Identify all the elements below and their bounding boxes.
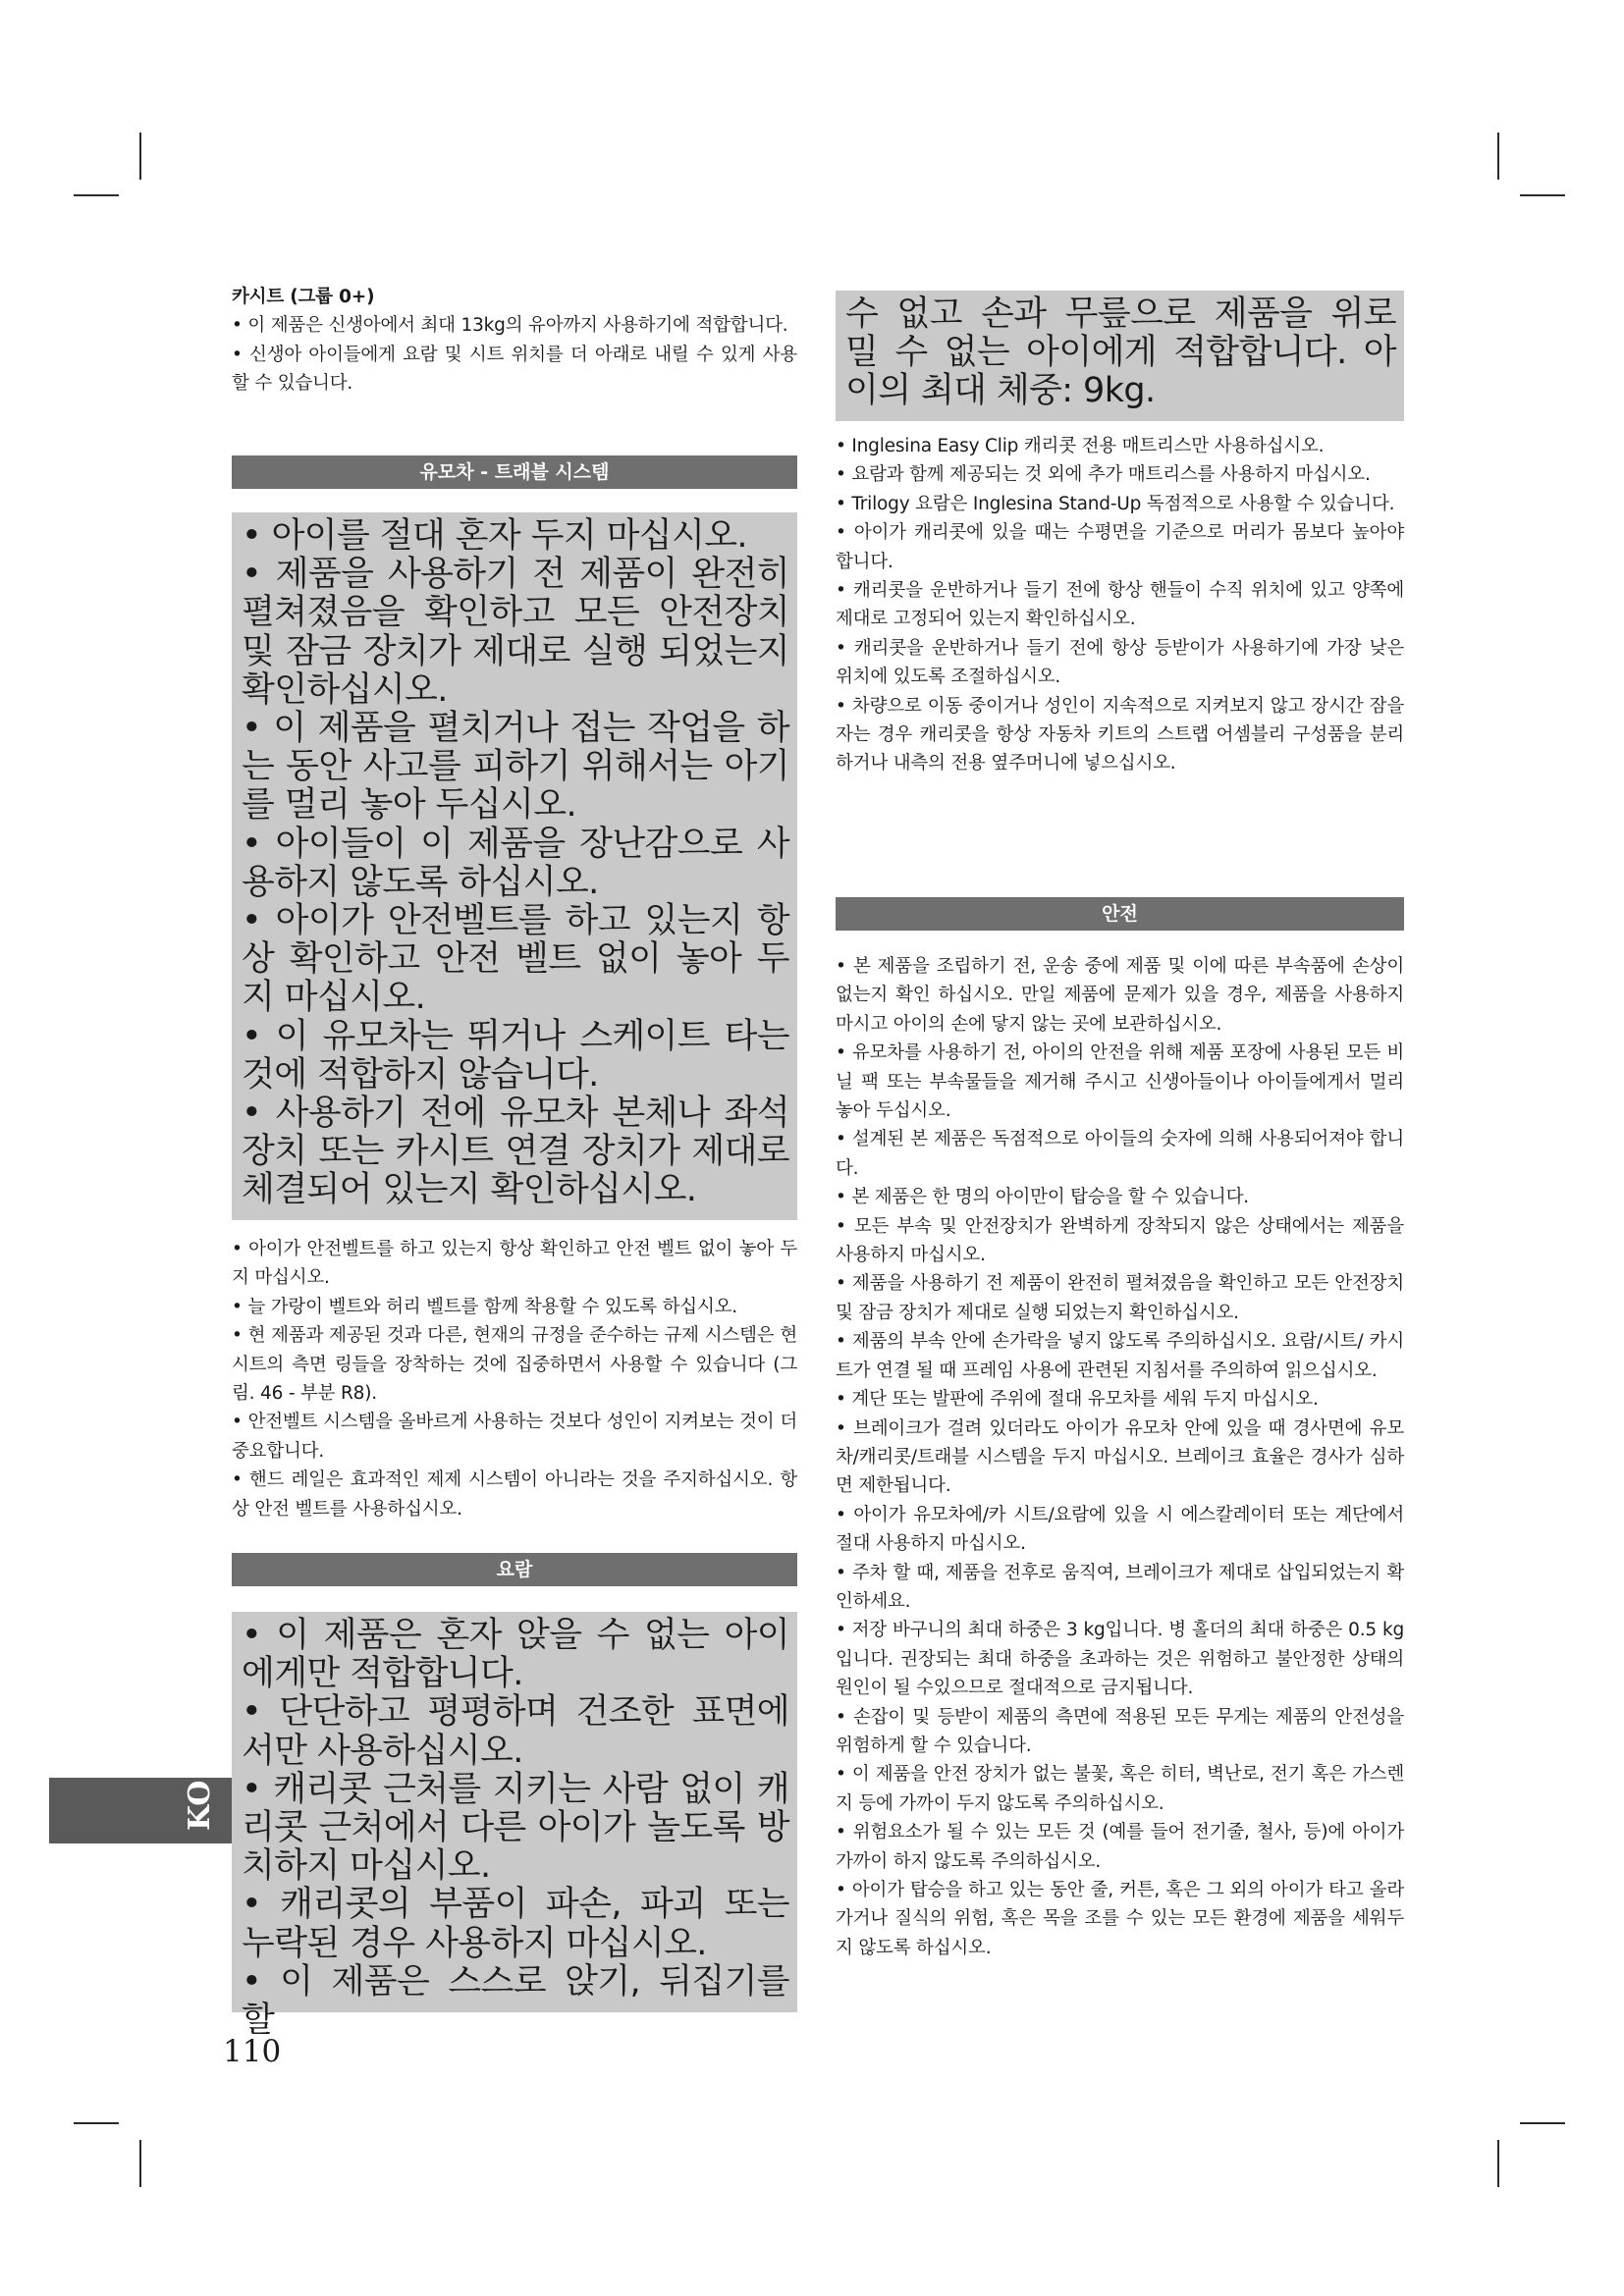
crop-mark-top-left-horizontal [74,194,119,196]
list-item: • 캐리콧 근처를 지키는 사람 없이 캐리콧 근처에서 다른 아이가 놀도록 방치하지 마십시오. [242,1769,789,1887]
crop-mark-top-right-horizontal [1520,194,1565,196]
list-item: • 제품의 부속 안에 손가락을 넣지 않도록 주의하십시오. 요람/시트/ 카시트가 연결 될 때 프레임 사용에 관련된 지침서를 주의하여 읽으십시오. [836,1331,1404,1381]
list-item: • 핸드 레일은 효과적인 제제 시스템이 아니라는 것을 주지하십시오. 항상 안전 벨트를 사용하십시오. [232,1469,797,1520]
list-item: • 캐리콧의 부품이 파손, 파괴 또는 누락된 경우 사용하지 마십시오. [242,1885,789,1963]
list-item: • 아이가 탑승을 하고 있는 동안 줄, 커튼, 혹은 그 외의 아이가 타고 올라가거나 질식의 위험, 혹은 목을 조를 수 있는 모든 환경에 제품을 세워두지 않도록 하십시오. [836,1880,1404,1958]
list-item: • Trilogy 요람은 Inglesina Stand-Up 독점적으로 사용할 수 있습니다. [836,493,1395,514]
list-item: • 현 제품과 제공된 것과 다른, 현재의 규정을 준수하는 규제 시스템은 현 시트의 측면 링들을 장착하는 것에 집중하면서 사용할 수 있습니다 (그림. 46 - 부분 R8). [232,1325,797,1405]
page-number: 110 [223,2034,282,2069]
list-item: • 저장 바구니의 최대 하중은 3 kg입니다. 병 홀더의 최대 하중은 0.5 kg입니다. 권장되는 최대 하중을 초과하는 것은 위험하고 불안정한 상태의 원인이 될 수있으므로 절대적으로 금지됩니다. [836,1620,1404,1699]
list-item: • 차량으로 이동 중이거나 성인이 지속적으로 지켜보지 않고 장시간 잠을 자는 경우 캐리콧을 항상 자동차 키트의 스트랩 어셈블리 구성품을 분리하거나 내측의 전용 옆주머니에 넣으십시오. [836,695,1404,774]
list-item: • 주차 할 때, 제품을 전후로 움직여, 브레이크가 제대로 삽입되었는지 확인하세요. [836,1562,1404,1612]
list-item: • 아이가 유모차에/카 시트/요람에 있을 시 에스칼레이터 또는 계단에서 절대 사용하지 마십시오. [836,1504,1404,1555]
carrycot-notes [836,432,1404,874]
list-item: • 이 제품을 펼치거나 접는 작업을 하는 동안 사고를 피하기 위해서는 아기를 멀리 놓아 두십시오. [242,709,789,826]
stroller-notes [232,1235,797,1529]
list-item: • 이 제품은 스스로 앉기, 뒤집기를 할 [242,1961,789,2041]
safety-section-ribbon: 안전 [836,897,1404,931]
car-seat-heading: 카시트 (그룹 0+) [232,287,375,307]
list-item: • 본 제품을 조립하기 전, 운송 중에 제품 및 이에 따른 부속품에 손상이 없는지 확인 하십시오. 만일 제품에 문제가 있을 경우, 제품을 사용하지 마시고 아이의 손에 닿지 않는 곳에 보관하십시오. [836,956,1404,1035]
list-item: • 브레이크가 걸려 있더라도 아이가 유모차 안에 있을 때 경사면에 유모차/캐리콧/트래블 시스템을 두지 마십시오. 브레이크 효율은 경사가 심하면 제한됩니다. [836,1417,1404,1497]
list-item: • 이 유모차는 뛰거나 스케이트 타는 것에 적합하지 않습니다. [242,1016,789,1095]
list-item: • 사용하기 전에 유모차 본체나 좌석 장치 또는 카시트 연결 장치가 제대로 체결되어 있는지 확인하십시오. [242,1094,789,1210]
stroller-warning-box [232,512,797,1220]
list-item: • 이 제품은 혼자 앉을 수 없는 아이에게만 적합합니다. [242,1616,789,1694]
list-item: • 이 제품을 안전 장치가 없는 불꽃, 혹은 히터, 벽난로, 전기 혹은 가스렌지 등에 가까이 두지 않도록 주의하십시오. [836,1764,1404,1814]
language-tab [49,1778,232,1843]
list-item: • 위험요소가 될 수 있는 모든 것 (예를 들어 전기줄, 철사, 등)에 아이가 가까이 하지 않도록 주의하십시오. [836,1822,1404,1872]
list-item: • 아이가 안전벨트를 하고 있는지 항상 확인하고 안전 벨트 없이 놓아 두지 마십시오. [242,901,789,1018]
list-item: • 신생아 아이들에게 요람 및 시트 위치를 더 아래로 내릴 수 있게 사용 할 수 있습니다. [232,344,797,395]
list-item: • 아이들이 이 제품을 장난감으로 사용하지 않도록 하십시오. [242,824,789,902]
list-item: • 단단하고 평평하며 건조한 표면에서만 사용하십시오. [242,1692,789,1771]
list-item: • 제품을 사용하기 전 제품이 완전히 펼쳐졌음을 확인하고 모든 안전장치 및 잠금 장치가 제대로 실행 되었는지 확인하십시오. [836,1273,1404,1323]
list-item: • 손잡이 및 등받이 제품의 측면에 적용된 모든 무게는 제품의 안전성을 위험하게 할 수 있습니다. [836,1706,1404,1756]
car-seat-section [232,283,797,430]
carrycot-warning-box [232,1612,797,2041]
carrycot-section-ribbon: 요람 [232,1553,797,1586]
list-item: • 캐리콧을 운반하거나 들기 전에 항상 등받이가 사용하기에 가장 낮은 위치에 있도록 조절하십시오. [836,637,1404,688]
carrycot-warning-box-continued [836,291,1404,421]
crop-mark-bottom-left-vertical [139,2140,141,2187]
list-item: • 설계된 본 제품은 독점적으로 아이들의 숫자에 의해 사용되어져야 합니다. [836,1129,1404,1179]
language-tab-label: KO [183,1780,217,1831]
list-item: • 아이가 캐리콧에 있을 때는 수평면을 기준으로 머리가 몸보다 높아야 합니다. [836,522,1404,572]
list-item: • 요람과 함께 제공되는 것 외에 추가 매트리스를 사용하지 마십시오. [836,464,1371,486]
list-item: • 이 제품은 신생아에서 최대 13kg의 유아까지 사용하기에 적합합니다. [232,315,788,337]
crop-mark-bottom-left-horizontal [74,2122,119,2124]
list-item: • 캐리콧을 운반하거나 들기 전에 항상 핸들이 수직 위치에 있고 양쪽에 제대로 고정되어 있는지 확인하십시오. [836,580,1404,630]
list-item: • 안전벨트 시스템을 올바르게 사용하는 것보다 성인이 지켜보는 것이 더 중요합니다. [232,1412,797,1462]
list-item: • 늘 가랑이 벨트와 허리 벨트를 함께 착용할 수 있도록 하십시오. [232,1296,737,1317]
crop-mark-top-left-vertical [139,133,141,180]
stroller-section-ribbon: 유모차 - 트래블 시스템 [232,455,797,489]
list-item: • 계단 또는 발판에 주위에 절대 유모차를 세워 두지 마십시오. [836,1389,1319,1411]
crop-mark-bottom-right-horizontal [1520,2122,1565,2124]
list-item: • 아이가 안전벨트를 하고 있는지 항상 확인하고 안전 벨트 없이 놓아 두지 마십시오. [232,1239,797,1289]
carrycot-warning-continued-text: 수 없고 손과 무릎으로 제품을 위로 밀 수 없는 아이에게 적합합니다. 아이의 최대 체중: 9kg. [845,294,1396,411]
list-item: • 아이를 절대 혼자 두지 마십시오. [242,516,747,556]
list-item: • 본 제품은 한 명의 아이만이 탑승을 할 수 있습니다. [836,1187,1249,1208]
list-item: • Inglesina Easy Clip 캐리콧 전용 매트리스만 사용하십시오. [836,436,1325,456]
list-item: • 제품을 사용하기 전 제품이 완전히 펼쳐졌음을 확인하고 모든 안전장치 및 잠금 장치가 제대로 실행 되었는지 확인하십시오. [242,555,789,710]
list-item: • 유모차를 사용하기 전, 아이의 안전을 위해 제품 포장에 사용된 모든 비닐 팩 또는 부속물들을 제거해 주시고 신생아들이나 아이들에게서 멀리 놓아 두십시오. [836,1042,1404,1122]
crop-mark-top-right-vertical [1497,133,1499,180]
list-item: • 모든 부속 및 안전장치가 완벽하게 장착되지 않은 상태에서는 제품을 사용하지 마십시오. [836,1215,1404,1266]
safety-notes [836,952,1404,2002]
car-seat-list [232,311,797,398]
crop-mark-bottom-right-vertical [1497,2140,1499,2187]
